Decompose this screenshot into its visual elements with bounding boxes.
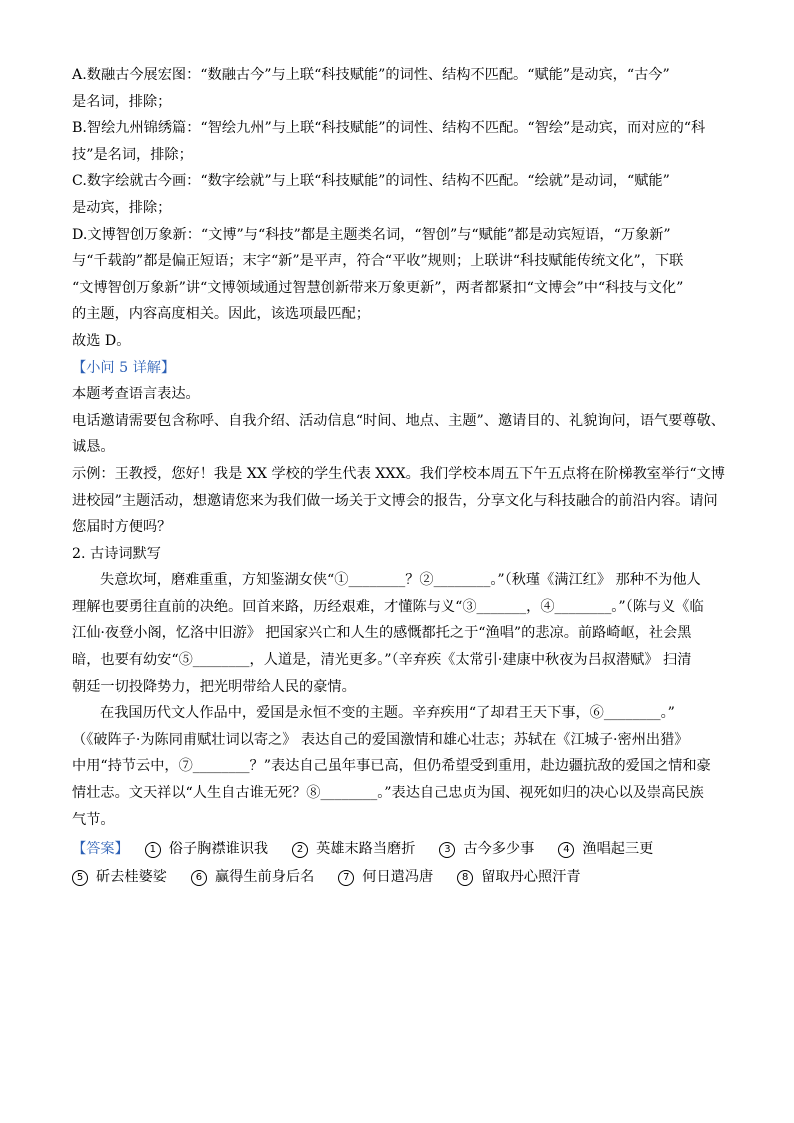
text-line: 是名词，排除； <box>72 93 172 110</box>
question5-explanation <box>72 381 732 541</box>
answer-item <box>191 865 314 890</box>
text-line: 与“千载韵”都是偏正短语；末字“新”是平声，符合“平收”规则；上联讲“科技赋能传统文化”，下联 <box>72 253 684 270</box>
circled-number: 1 <box>145 842 161 858</box>
text-line: 是动宾，排除； <box>72 199 172 216</box>
answer-text: 俗子胸襟谁识我 <box>168 841 269 858</box>
circled-number: 6 <box>191 870 207 886</box>
text-line: 理解也要勇往直前的决绝。回首来路，历经艰难，才懂陈与义“③_______，④________。”（陈与义《临 <box>72 598 704 615</box>
text-line: 诚恳。 <box>72 439 115 456</box>
answer-label: 【答案】 <box>72 841 129 858</box>
circled-number: 5 <box>72 870 88 886</box>
circled-number: 7 <box>338 870 354 886</box>
text-line: C.数字绘就古今画：“数字绘就”与上联“科技赋能”的词性、结构不匹配。“绘就”是动词，“赋能” <box>72 173 670 190</box>
text-line: 失意坎坷，磨难重重，方知鉴湖女侠“①________？②________。”（秋瑾《满江红》 那种不为他人 <box>100 572 701 589</box>
text-line: “文博智创万象新”讲“文博领域通过智慧创新带来万象更新”，两者都紧扣“文博会”中“科技与文化” <box>72 279 684 296</box>
question2-title: 2. 古诗词默写 <box>72 545 161 562</box>
answer-row <box>72 865 732 890</box>
circled-number: 4 <box>558 842 574 858</box>
question2-paragraph1 <box>72 567 732 700</box>
answer-item <box>292 837 415 862</box>
section-header: 【小问 5 详解】 <box>72 359 176 376</box>
answer-text: 赢得生前身后名 <box>214 869 315 886</box>
text-line: 在我国历代文人作品中，爱国是永恒不变的主题。辛弃疾用“了却君王天下事，⑥________。” <box>100 705 675 722</box>
options-analysis <box>72 62 732 355</box>
circled-number: 3 <box>439 842 455 858</box>
circled-number: 2 <box>292 842 308 858</box>
answer-item <box>457 865 580 890</box>
text-line: 的主题，内容高度相关。因此，该选项最匹配； <box>72 306 370 323</box>
text-line: 技”是名词，排除； <box>72 146 193 163</box>
text-line: 朝廷一切投降势力，把光明带给人民的豪情。 <box>72 678 356 695</box>
answer-text: 留取丹心照汗青 <box>481 869 581 886</box>
answer-text: 何日遣冯唐 <box>362 869 434 886</box>
answer-text: 斫去桂婆娑 <box>96 869 167 886</box>
text-line: 中用“持节云中，⑦________？”表达自己虽年事已高，但仍希望受到重用，赴边疆抗敌的爱国之情和豪 <box>72 758 711 775</box>
answer-item <box>558 837 653 862</box>
answer-item <box>439 837 534 862</box>
answer-item <box>145 837 268 862</box>
answer-item <box>338 865 433 890</box>
answer-text: 渔唱起三更 <box>582 841 654 858</box>
text-line: 电话邀请需要包含称呼、自我介绍、活动信息“时间、地点、主题”、邀请目的、礼貌询问，语气要尊敬、 <box>72 412 725 429</box>
text-line: D.文博智创万象新：“文博”与“科技”都是主题类名词，“智创”与“赋能”都是动宾短语，“万象新” <box>72 226 671 243</box>
text-line: 本题考查语言表达。 <box>72 386 200 403</box>
text-line: B.智绘九州锦绣篇：“智绘九州”与上联“科技赋能”的词性、结构不匹配。“智绘”是动宾，而对应的“科 <box>72 120 706 137</box>
text-line: 故选 D。 <box>72 332 131 349</box>
text-line: （《破阵子·为陈同甫赋壮词以寄之》 表达自己的爱国激情和雄心壮志；苏轼在《江城子·密州出猎》 <box>72 731 689 748</box>
text-line: A.数融古今展宏图：“数融古今”与上联“科技赋能”的词性、结构不匹配。“赋能”是动宾，“古今” <box>72 67 670 83</box>
answer-row <box>72 837 732 862</box>
answer-text: 英雄末路当磨折 <box>316 841 416 858</box>
answer-item <box>72 865 167 890</box>
circled-number: 8 <box>457 870 473 886</box>
text-line: 您届时方便吗？ <box>72 519 172 536</box>
question2-paragraph2 <box>72 700 732 833</box>
text-line: 进校园”主题活动，想邀请您来为我们做一场关于文博会的报告，分享文化与科技融合的前沿内容。请问 <box>72 492 718 509</box>
text-line: 气节。 <box>72 811 115 828</box>
answer-text: 古今多少事 <box>463 841 535 858</box>
text-line: 情壮志。文天祥以“人生自古谁无死？⑧________。”表达自己忠贞为国、视死如归的决心以及崇高民族 <box>72 785 704 802</box>
text-line: 示例：王教授，您好！我是 XX 学校的学生代表 XXX。我们学校本周五下午五点将在阶梯教室举行“文博 <box>72 465 725 482</box>
text-line: 江仙·夜登小阁，忆洛中旧游》 把国家兴亡和人生的感慨都托之于“渔唱”的悲凉。前路崎岖，社会黑 <box>72 625 692 642</box>
text-line: 暗，也要有幼安“⑤________，人道是，清光更多。”（辛弃疾《太常引·建康中秋夜为吕叔潜赋》 扫清 <box>72 652 692 669</box>
document-page <box>72 62 732 890</box>
answer-block <box>72 837 732 890</box>
